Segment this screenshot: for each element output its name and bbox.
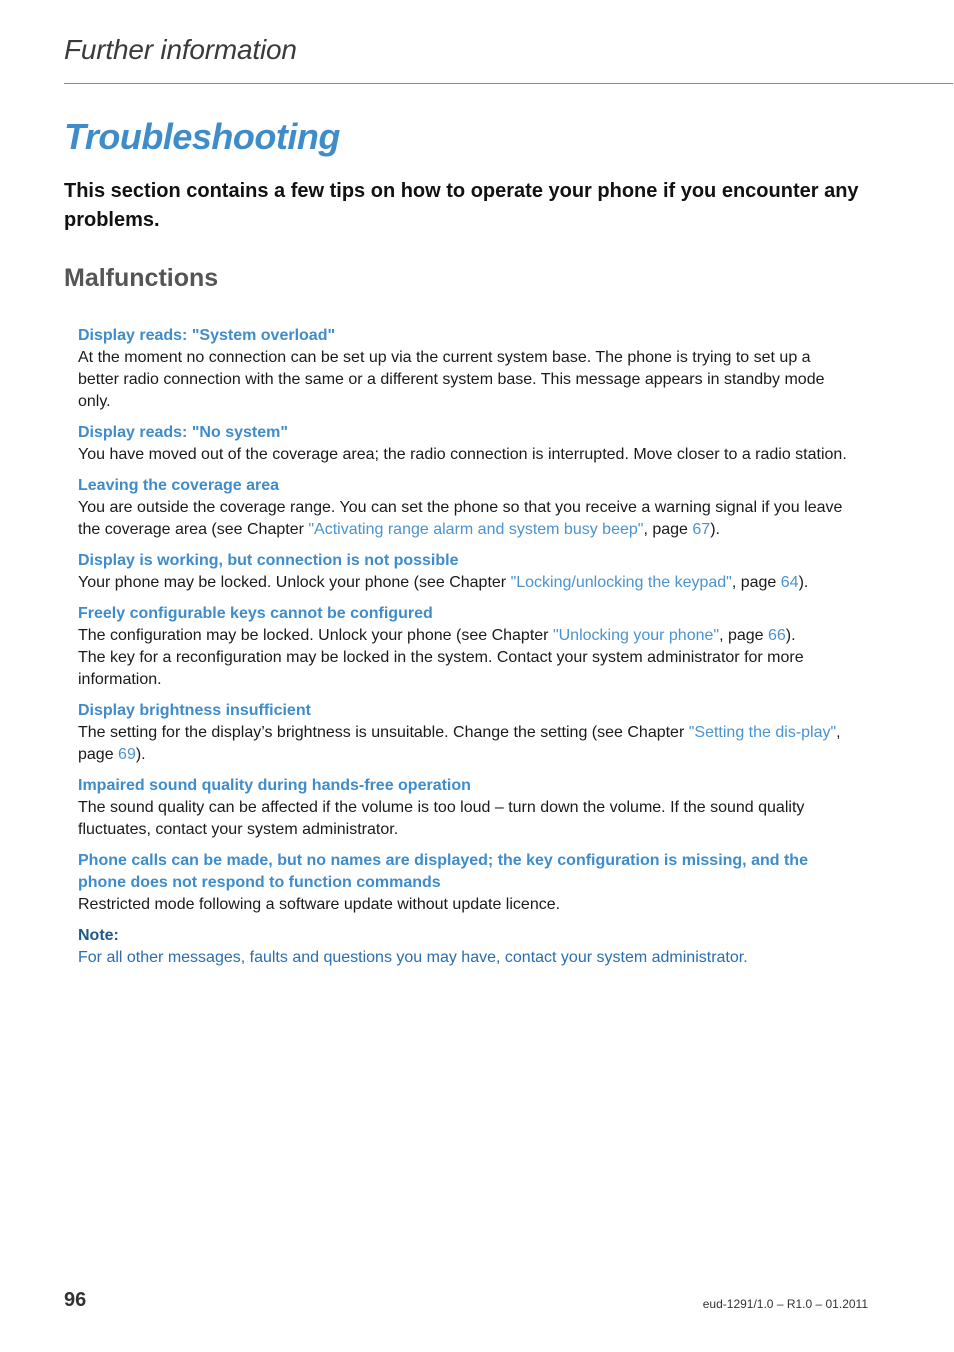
item-body-text: ).: [798, 574, 809, 591]
chapter-link[interactable]: "Unlocking your phone": [552, 627, 720, 644]
item-heading: Display is working, but connection is not possible: [78, 552, 459, 569]
chapter-link[interactable]: "Locking/unlocking the keypad": [510, 574, 732, 591]
document-id: eud-1291/1.0 – R1.0 – 01.2011: [702, 1297, 868, 1311]
item-heading: Phone calls can be made, but no names are displayed; the key configuration is missing, and the phone does not respond to function commands: [78, 852, 808, 891]
list-item: [78, 422, 850, 466]
note-text: For all other messages, faults and questions you may have, contact your system administrator.: [78, 949, 748, 966]
list-item: [78, 550, 850, 594]
item-heading: Display reads: "No system": [78, 424, 288, 441]
page-link[interactable]: 69: [118, 746, 136, 763]
item-heading: Freely configurable keys cannot be configured: [78, 605, 433, 622]
page-title: Troubleshooting: [64, 116, 340, 157]
list-item: [78, 603, 850, 691]
list-item: [78, 850, 850, 916]
note-box: [78, 925, 850, 969]
item-body-text: Your phone may be locked. Unlock your phone (see Chapter: [78, 574, 511, 591]
section-title: Malfunctions: [64, 264, 219, 292]
item-heading: Display brightness insufficient: [78, 702, 311, 719]
item-body-text: The configuration may be locked. Unlock your phone (see Chapter: [78, 627, 553, 644]
page-link[interactable]: 67: [692, 521, 711, 538]
item-heading: Leaving the coverage area: [78, 477, 279, 494]
item-heading: Display reads: "System overload": [78, 327, 336, 344]
item-body-text: You are outside the coverage range. You can set the phone so that you receive a warning signal if you leave the coverage area (see Chapter: [78, 499, 843, 538]
list-item: [78, 325, 850, 413]
item-body: Restricted mode following a software update without update licence.: [78, 896, 561, 913]
item-body: [78, 722, 850, 766]
note-label: Note:: [78, 927, 119, 944]
chapter-link[interactable]: "Activating range alarm and system busy beep": [308, 521, 644, 538]
header-title: Further information: [64, 34, 297, 65]
item-body-text: The setting for the display’s brightness is unsuitable. Change the setting (see Chapter: [78, 724, 689, 741]
item-body-text: , page: [78, 724, 841, 763]
list-item: [78, 775, 850, 841]
item-body-text: ).: [785, 627, 796, 644]
item-body: [78, 572, 850, 594]
malfunctions-list: [78, 325, 850, 969]
intro-text: This section contains a few tips on how to operate your phone if you encounter any problems.: [64, 180, 859, 231]
page-link[interactable]: 66: [768, 627, 786, 644]
list-item: [78, 700, 850, 766]
item-heading: Impaired sound quality during hands-free operation: [78, 777, 471, 794]
item-body: At the moment no connection can be set up via the current system base. The phone is trying to set up a better radio connection with the same or a different system base. This message appears in standby mode only.: [78, 349, 825, 410]
chapter-link[interactable]: "Setting the dis-play": [688, 724, 837, 741]
item-body: The sound quality can be affected if the volume is too loud – turn down the volume. If the sound quality fluctuates, contact your system administrator.: [78, 799, 805, 838]
item-body-extra: The key for a reconfiguration may be locked in the system. Contact your system administrator for more information.: [78, 649, 804, 688]
item-body-text: ).: [710, 521, 720, 538]
header-divider: [64, 83, 953, 84]
item-body-text: , page: [731, 574, 781, 591]
item-body: [78, 497, 850, 541]
page-number: 96: [64, 1289, 87, 1311]
item-body-text: , page: [719, 627, 768, 644]
list-item: [78, 475, 850, 541]
item-body: You have moved out of the coverage area; the radio connection is interrupted. Move closer to a radio station.: [78, 446, 847, 463]
item-body-text: ).: [135, 746, 146, 763]
item-body: [78, 625, 850, 647]
page-link[interactable]: 64: [780, 574, 799, 591]
item-body-text: , page: [643, 521, 693, 538]
